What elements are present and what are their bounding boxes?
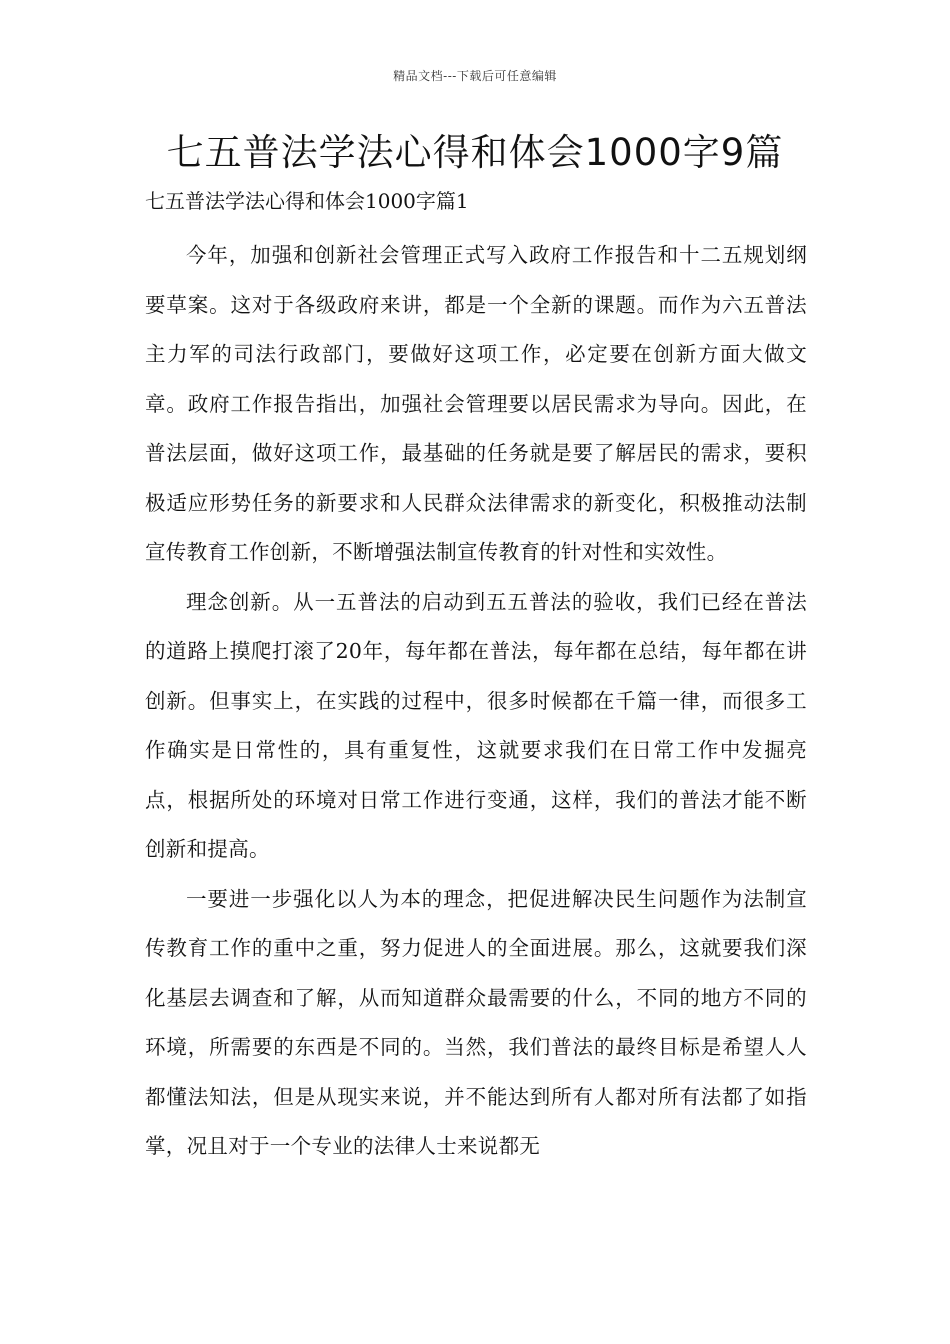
section-heading: 七五普法学法心得和体会1000字篇1 — [145, 189, 469, 213]
header-note: 精品文档---下载后可任意编辑 — [393, 69, 557, 83]
body-text — [145, 231, 807, 1172]
document-title: 七五普法学法心得和体会1000字9篇 — [166, 131, 784, 174]
paragraph-2: 理念创新。从一五普法的启动到五五普法的验收，我们已经在普法的道路上摸爬打滚了20年，每年都在普法，每年都在总结，每年都在讲创新。但事实上，在实践的过程中，很多时候都在千篇一律，而很多工作确实是日常性的，具有重复性，这就要求我们在日常工作中发掘亮点，根据所处的环境对日常工作进行变通，这样，我们的普法才能不断创新和提高。 — [145, 589, 807, 861]
paragraph-1: 今年，加强和创新社会管理正式写入政府工作报告和十二五规划纲要草案。这对于各级政府来讲，都是一个全新的课题。而作为六五普法主力军的司法行政部门，要做好这项工作，必定要在创新方面大做文章。政府工作报告指出，加强社会管理要以居民需求为导向。因此，在普法层面，做好这项工作，最基础的任务就是要了解居民的需求，要积极适应形势任务的新要求和人民群众法律需求的新变化，积极推动法制宣传教育工作创新，不断增强法制宣传教育的针对性和实效性。 — [145, 243, 807, 564]
paragraph-3: 一要进一步强化以人为本的理念，把促进解决民生问题作为法制宣传教育工作的重中之重，努力促进人的全面进展。那么，这就要我们深化基层去调查和了解，从而知道群众最需要的什么，不同的地方不同的环境，所需要的东西是不同的。当然，我们普法的最终目标是希望人人都懂法知法，但是从现实来说，并不能达到所有人都对所有法都了如指掌，况且对于一个专业的法律人士来说都无 — [145, 886, 807, 1158]
